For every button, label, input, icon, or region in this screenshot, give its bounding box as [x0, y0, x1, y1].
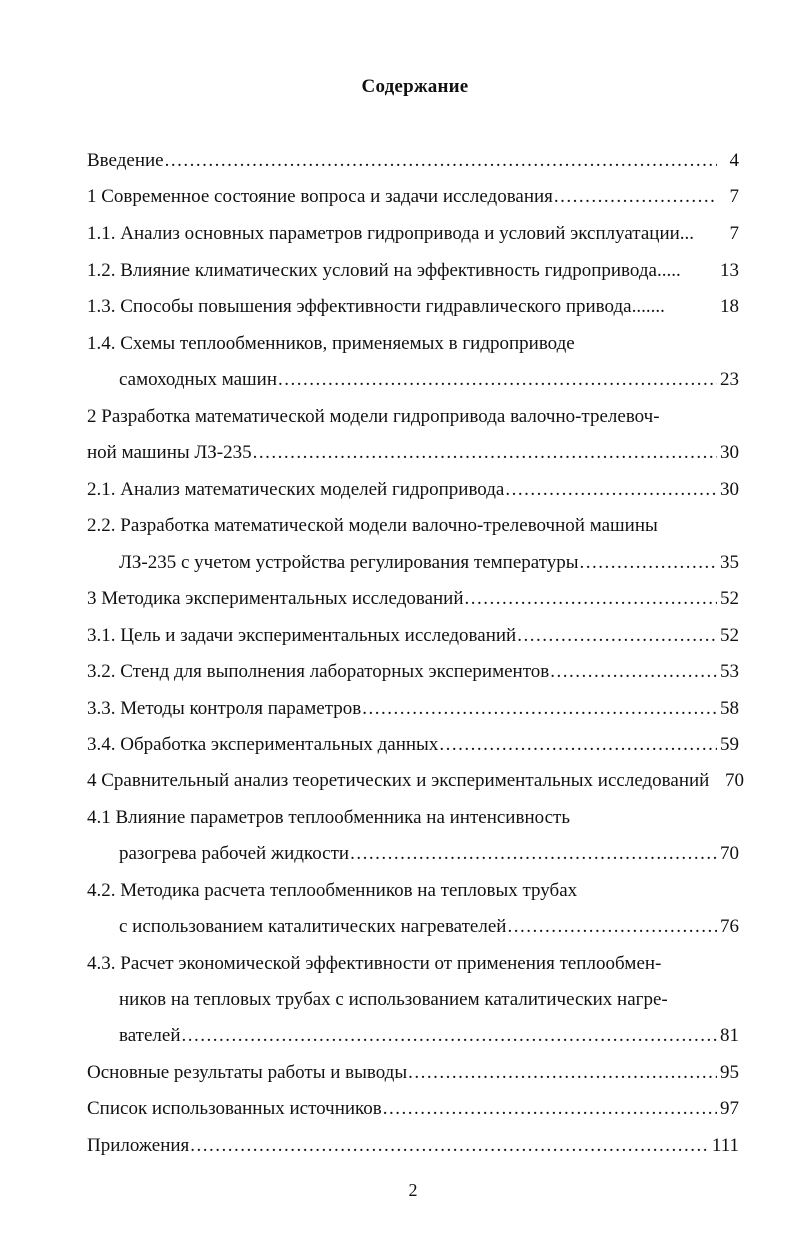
toc-entry-page: 18 — [720, 296, 739, 317]
toc-entry-text: 2.1. Анализ математических моделей гидропривода — [87, 479, 505, 500]
toc-entry-text: 3.3. Методы контроля параметров — [87, 698, 362, 719]
toc-leader-dots — [507, 914, 717, 940]
toc-entry — [87, 1096, 739, 1122]
toc-entry-text: разогрева рабочей жидкости — [119, 843, 350, 864]
toc-entry-page: 13 — [720, 260, 739, 281]
toc-leader-dots — [362, 696, 717, 722]
toc-entry — [87, 221, 739, 247]
toc-leader-dots — [278, 367, 717, 393]
toc-entry-page: 53 — [720, 661, 739, 682]
toc-entry-text: 2.2. Разработка математической модели валочно-трелевочной машины — [87, 515, 658, 536]
toc-entry — [87, 258, 739, 284]
toc-entry-text: 2 Разработка математической модели гидропривода валочно-трелевоч- — [87, 406, 660, 427]
toc-entry — [87, 586, 739, 612]
toc-entry-text: 3.2. Стенд для выполнения лабораторных экспериментов — [87, 661, 550, 682]
toc-entry — [87, 768, 744, 794]
toc-entry-page: 95 — [720, 1062, 739, 1083]
toc-entry — [87, 404, 739, 430]
toc-entry-text: 4.2. Методика расчета теплообменников на тепловых трубах — [87, 880, 578, 901]
toc-entry — [119, 1023, 739, 1049]
toc-entry-page: 30 — [720, 479, 739, 500]
toc-leader-dots — [181, 1023, 717, 1049]
toc-entry — [87, 1060, 739, 1086]
toc-entry — [87, 294, 739, 320]
toc-entry — [87, 440, 739, 466]
toc-entry-text: ников на тепловых трубах с использованием каталитических нагре- — [119, 989, 668, 1010]
toc-entry-page: 97 — [720, 1098, 739, 1119]
toc-entry — [87, 623, 739, 649]
toc-entry-text: Список использованных источников — [87, 1098, 382, 1119]
toc-leader-dots — [350, 841, 717, 867]
toc-entry — [87, 148, 739, 174]
toc-leader-dots — [505, 477, 717, 503]
toc-entry-text: Введение — [87, 150, 164, 171]
toc-leader-dots — [253, 440, 717, 466]
toc-entry — [87, 513, 739, 539]
toc-entry-text: 1.2. Влияние климатических условий на эффективность гидропривода..... — [87, 260, 681, 281]
toc-entry-text: ной машины ЛЗ-235 — [87, 442, 252, 463]
toc-entry-text: 1.1. Анализ основных параметров гидропривода и условий эксплуатации... — [87, 223, 695, 244]
toc-entry-page: 111 — [711, 1135, 739, 1156]
toc-entry-page: 58 — [720, 698, 739, 719]
toc-entry — [87, 477, 739, 503]
toc-entry-page: 30 — [720, 442, 739, 463]
toc-entry-text: вателей — [119, 1025, 181, 1046]
toc-entry-page: 81 — [720, 1025, 739, 1046]
toc-entry-text: Основные результаты работы и выводы — [87, 1062, 408, 1083]
toc-leader-dots — [408, 1060, 717, 1086]
toc-entry-page: 35 — [720, 552, 739, 573]
toc-entry-text: 1 Современное состояние вопроса и задачи исследования — [87, 186, 553, 207]
toc-entry-text: ЛЗ-235 с учетом устройства регулирования температуры — [119, 552, 579, 573]
toc-entry-page: 7 — [729, 186, 739, 207]
toc-entry — [119, 987, 739, 1013]
toc-leader-dots — [439, 732, 717, 758]
toc-entry-text: 1.4. Схемы теплообменников, применяемых в гидроприводе — [87, 333, 575, 354]
toc-entry-page: 52 — [720, 625, 739, 646]
toc-entry-text: 4 Сравнительный анализ теоретических и экспериментальных исследований — [87, 770, 710, 791]
toc-entry — [87, 1133, 739, 1159]
toc-entry — [119, 367, 739, 393]
toc-leader-dots — [517, 623, 717, 649]
toc-entry-page: 70 — [725, 770, 744, 791]
toc-entry-page: 23 — [720, 369, 739, 390]
toc-entry — [87, 732, 739, 758]
toc-entry — [87, 331, 739, 357]
toc-entry-text: 3.1. Цель и задачи экспериментальных исследований — [87, 625, 517, 646]
toc-entry-text: 1.3. Способы повышения эффективности гидравлического привода....... — [87, 296, 665, 317]
toc-entry — [87, 659, 739, 685]
toc-leader-dots — [465, 586, 717, 612]
toc-leader-dots — [383, 1096, 717, 1122]
toc-entry-text: Приложения — [87, 1135, 190, 1156]
toc-entry-page: 4 — [729, 150, 739, 171]
toc-entry-text: самоходных машин — [119, 369, 278, 390]
toc-entry-page: 70 — [720, 843, 739, 864]
toc-entry — [87, 878, 739, 904]
page-title: Содержание — [361, 76, 469, 97]
toc-leader-dots — [554, 184, 717, 210]
toc-entry-text: 4.3. Расчет экономической эффективности от применения теплообмен- — [87, 953, 662, 974]
toc-entry-page: 59 — [720, 734, 739, 755]
toc-entry-page: 7 — [729, 223, 739, 244]
toc-entry — [87, 184, 739, 210]
toc-entry-page: 52 — [720, 588, 739, 609]
toc-entry-text: 3.4. Обработка экспериментальных данных — [87, 734, 439, 755]
toc-entry — [119, 914, 739, 940]
toc-entry-text: 3 Методика экспериментальных исследований — [87, 588, 464, 609]
toc-entry-text: с использованием каталитических нагревателей — [119, 916, 507, 937]
toc-leader-dots — [190, 1133, 710, 1159]
toc-leader-dots — [580, 550, 717, 576]
toc-entry — [87, 951, 739, 977]
toc-leader-dots — [550, 659, 717, 685]
toc-entry-page: 76 — [720, 916, 739, 937]
toc-entry — [87, 805, 739, 831]
page-number: 2 — [408, 1180, 418, 1200]
toc-entry — [87, 696, 739, 722]
toc-entry-text: 4.1 Влияние параметров теплообменника на интенсивность — [87, 807, 570, 828]
toc-leader-dots — [165, 148, 717, 174]
toc-entry — [119, 841, 739, 867]
toc-entry — [119, 550, 739, 576]
